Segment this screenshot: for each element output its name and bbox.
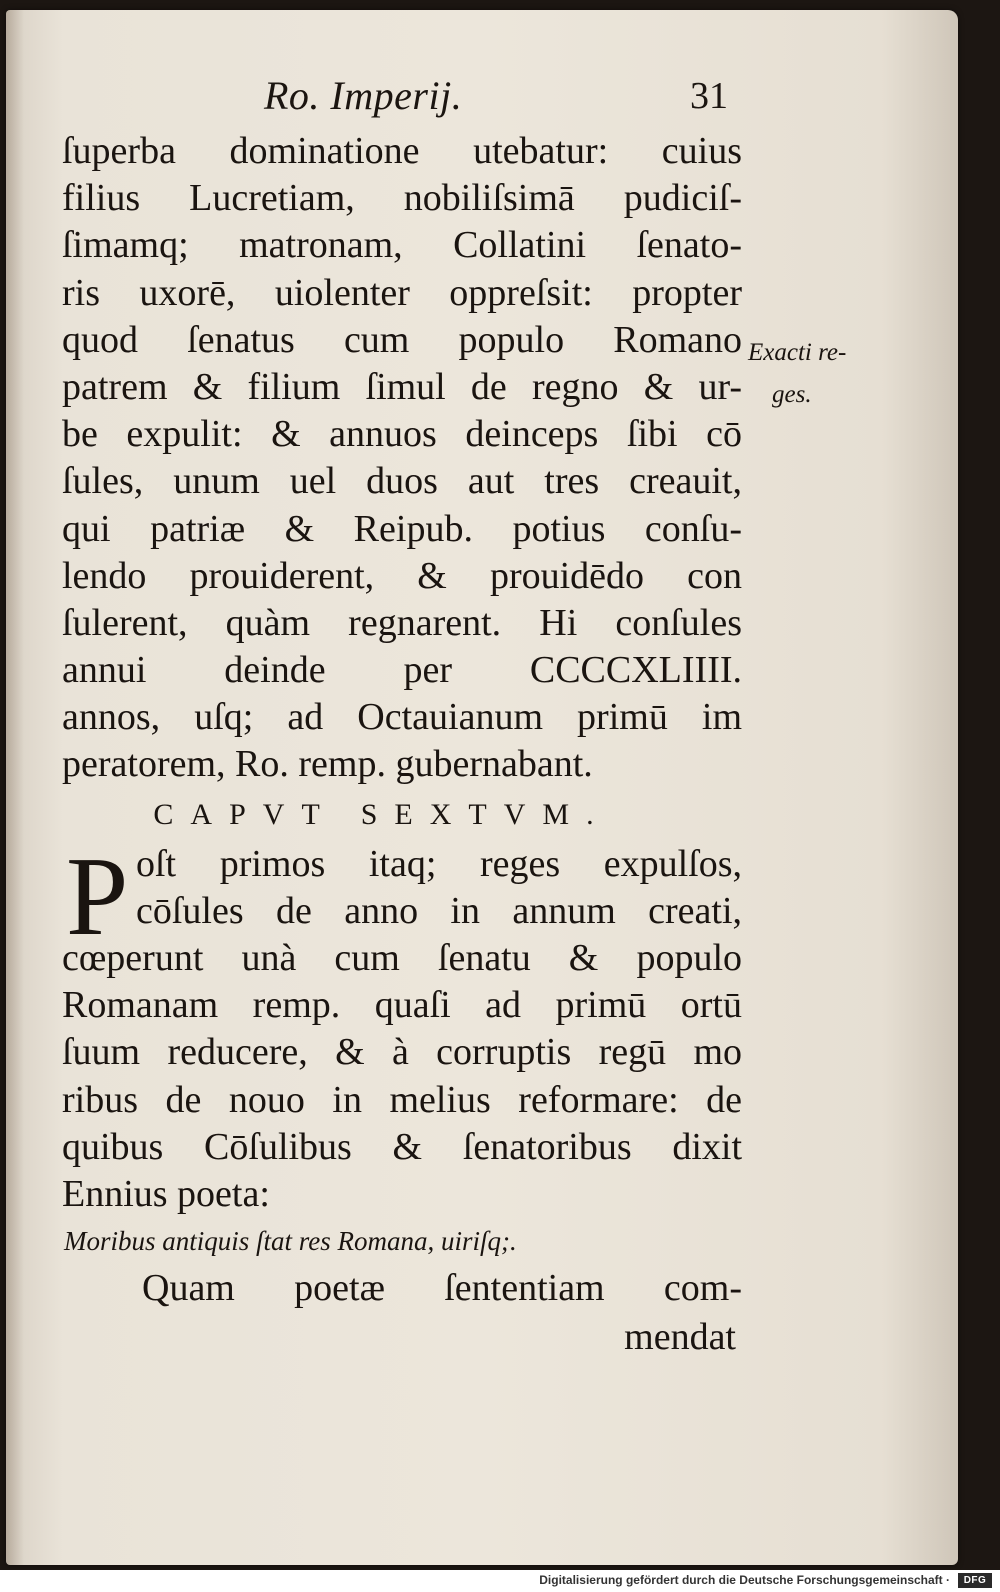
text-line: annos, uſq; ad Octauianum primū im <box>62 696 742 739</box>
drop-cap: P <box>66 834 129 959</box>
funding-credit: Digitalisierung gefördert durch die Deutsche Forschungsgemeinschaft · <box>539 1573 950 1587</box>
text-line: ſulerent, quàm regnarent. Hi conſules <box>62 601 742 644</box>
footer-bar <box>0 1570 1000 1592</box>
text-line: cœperunt unà cum ſenatu & populo <box>62 937 742 979</box>
margin-note <box>748 332 846 416</box>
spine-shadow <box>6 10 24 1565</box>
page-header <box>6 72 958 122</box>
text-line: filius Lucretiam, nobiliſsimā pudiciſ- <box>62 177 742 220</box>
text-line: peratorem, Ro. remp. gubernabant. <box>62 743 593 786</box>
catchword: mendat <box>624 1316 736 1359</box>
text-line: oſt primos itaq; reges expulſos, <box>136 842 742 885</box>
text-line: quod ſenatus cum populo Romano <box>62 318 742 361</box>
text-line: ſimamq; matronam, Collatini ſenato- <box>62 224 742 267</box>
book-page <box>6 10 958 1565</box>
chapter-heading: CAPVT SEXTVM. <box>153 797 611 831</box>
main-text-block <box>62 128 742 1362</box>
text-line: patrem & filium ſimul de regno & ur- <box>62 365 742 408</box>
text-line: annui deinde per CCCCXLIIII. <box>62 649 742 692</box>
text-line: quibus Cōſulibus & ſenatoribus dixit <box>62 1125 742 1168</box>
text-line: ſuperba dominatione utebatur: cuius <box>62 130 742 172</box>
text-line: ris uxorē, uiolenter oppreſsit: propter <box>62 271 742 314</box>
text-line: ſuum reducere, & à corruptis regū mo <box>62 1031 742 1074</box>
page-number: 31 <box>690 75 728 117</box>
running-head: Ro. Imperij. <box>264 73 463 118</box>
margin-note-line: Exacti re- <box>748 339 847 366</box>
text-line: ſules, unum uel duos aut tres creauit, <box>62 460 742 503</box>
margin-note-line: ges. <box>772 381 812 408</box>
text-line: Romanam remp. quaſi ad primū ortū <box>62 984 742 1027</box>
dfg-logo: DFG <box>958 1573 992 1588</box>
verse-quotation: Moribus antiquis ſtat res Romana, uiriſq;. <box>64 1226 517 1257</box>
text-line: Quam poetæ ſententiam com- <box>142 1267 742 1310</box>
text-line: ribus de nouo in melius reformare: de <box>62 1078 742 1121</box>
text-line: Ennius poeta: <box>62 1172 270 1215</box>
text-line: be expulit: & annuos deinceps ſibi cō <box>62 413 742 456</box>
text-line: lendo prouiderent, & prouidēdo con <box>62 554 742 597</box>
text-line: qui patriæ & Reipub. potius conſu- <box>62 507 742 550</box>
text-line: cōſules de anno in annum creati, <box>136 889 742 932</box>
